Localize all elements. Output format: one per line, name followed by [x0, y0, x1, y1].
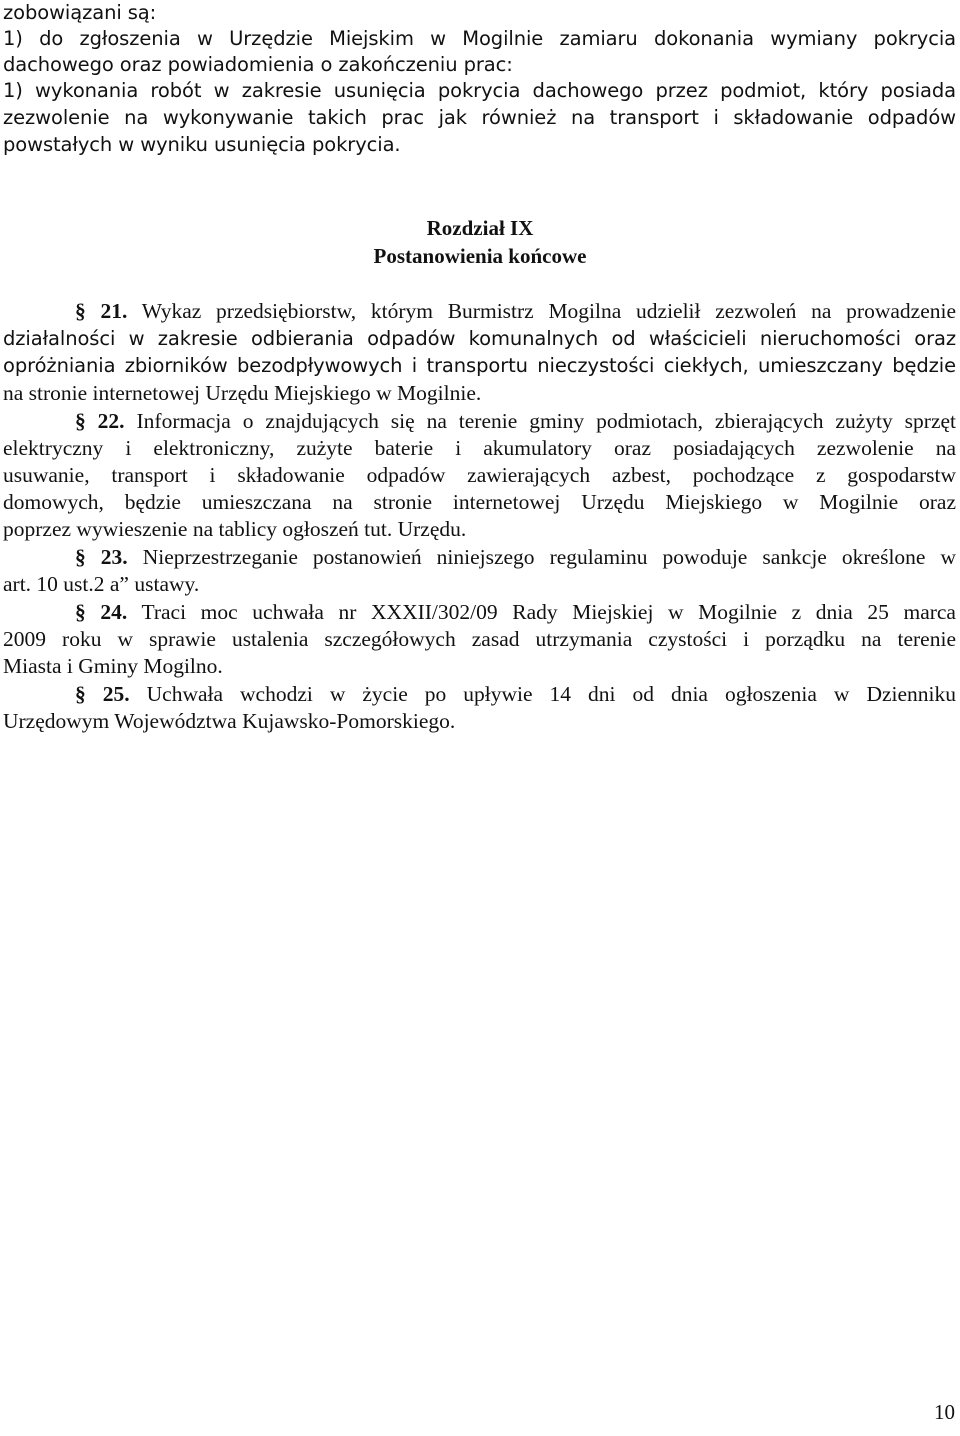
paragraph-23-line-1: [3, 544, 956, 570]
paragraph-23-text-1: Nieprzestrzeganie postanowień niniejszego regulaminu powoduje sankcje określone w: [142, 545, 957, 569]
paragraph-24-line-3: Miasta i Gminy Mogilno.: [3, 654, 223, 678]
paragraph-23-line-2: art. 10 ust.2 a” ustawy.: [3, 572, 200, 596]
paragraph-22-number: § 22.: [75, 409, 125, 433]
intro-line-5: zezwolenie na wykonywanie takich prac jak również na transport i składowanie odpadów: [3, 106, 956, 129]
chapter-number: Rozdział IX: [426, 216, 534, 240]
intro-line-6: powstałych w wyniku usunięcia pokrycia.: [3, 133, 401, 156]
page-number: 10: [934, 1400, 955, 1424]
paragraph-25-number: § 25.: [75, 682, 130, 706]
paragraph-21-line-2: działalności w zakresie odbierania odpadów komunalnych od właścicieli nieruchomości oraz: [3, 327, 956, 350]
paragraph-24-line-1: [3, 599, 956, 625]
intro-line-3: dachowego oraz powiadomienia o zakończeniu prac:: [3, 53, 513, 76]
paragraph-22-line-4: domowych, będzie umieszczana na stronie internetowej Urzędu Miejskiego w Mogilnie oraz: [3, 490, 956, 514]
paragraph-25-line-2: Urzędowym Województwa Kujawsko-Pomorskiego.: [3, 709, 456, 733]
paragraph-25-line-1: [3, 681, 956, 707]
paragraph-22-line-2: elektryczny i elektroniczny, zużyte baterie i akumulatory oraz posiadających zezwolenie na: [3, 436, 956, 460]
paragraph-24-text-1: Traci moc uchwała nr XXXII/302/09 Rady Miejskiej w Mogilnie z dnia 25 marca: [141, 600, 956, 624]
intro-line-1: zobowiązani są:: [3, 1, 157, 24]
paragraph-22-line-1: [3, 408, 956, 434]
paragraph-22-line-5: poprzez wywieszenie na tablicy ogłoszeń tut. Urzędu.: [3, 517, 467, 541]
paragraph-23-number: § 23.: [75, 545, 128, 569]
paragraph-21-number: § 21.: [75, 299, 128, 323]
paragraph-24-line-2: 2009 roku w sprawie ustalenia szczegółowych zasad utrzymania czystości i porządku na terenie: [3, 627, 956, 651]
paragraph-21-line-4: na stronie internetowej Urzędu Miejskiego w Mogilnie.: [3, 381, 482, 405]
paragraph-21-line-1: [3, 298, 956, 324]
intro-line-2: 1) do zgłoszenia w Urzędzie Miejskim w Mogilnie zamiaru dokonania wymiany pokrycia: [3, 27, 956, 50]
chapter-title: Postanowienia końcowe: [373, 244, 587, 268]
paragraph-24-number: § 24.: [75, 600, 128, 624]
paragraph-21-text-1: Wykaz przedsiębiorstw, którym Burmistrz Mogilna udzielił zezwoleń na prowadzenie: [141, 299, 957, 323]
paragraph-22-line-3: usuwanie, transport i składowanie odpadów zawierających azbest, pochodzące z gospodarstw: [3, 463, 956, 487]
paragraph-22-text-1: Informacja o znajdujących się na terenie gminy podmiotach, zbierających zużyty sprzęt: [136, 409, 957, 433]
intro-line-4: 1) wykonania robót w zakresie usunięcia pokrycia dachowego przez podmiot, który posiada: [3, 79, 956, 102]
paragraph-25-text-1: Uchwała wchodzi w życie po upływie 14 dni od dnia ogłoszenia w Dzienniku: [146, 682, 956, 706]
paragraph-21-line-3: opróżniania zbiorników bezodpływowych i transportu nieczystości ciekłych, umieszczany będzie: [3, 354, 956, 377]
